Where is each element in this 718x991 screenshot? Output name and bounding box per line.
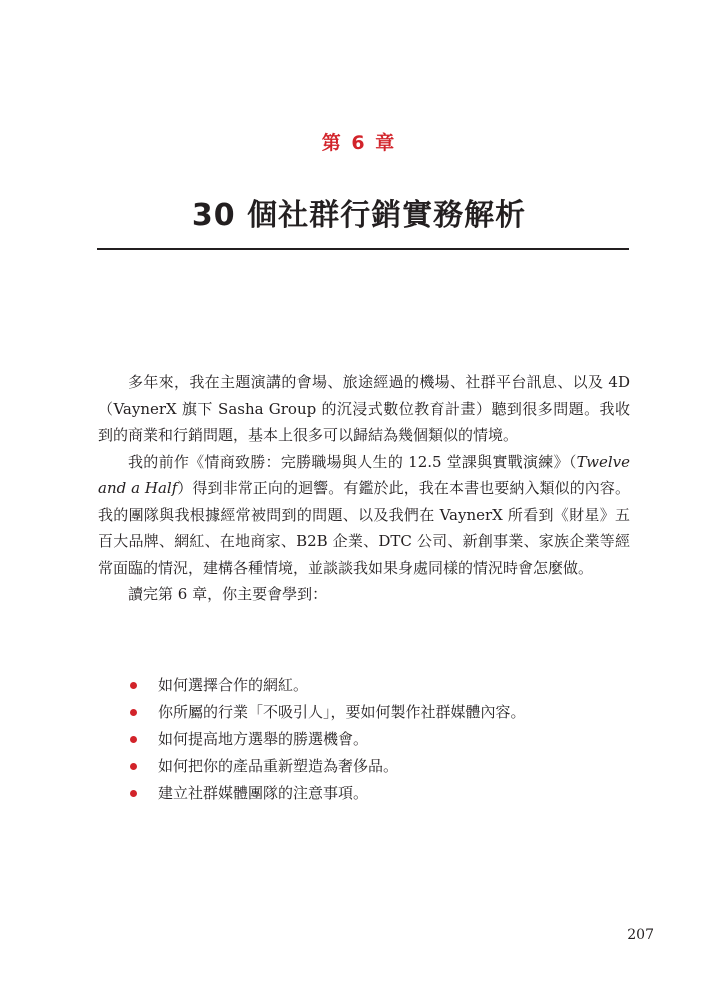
list-item: [128, 672, 628, 699]
intro-paragraph-2-text-a: 我的前作《情商致勝：完勝職場與人生的 12.5 堂課與實戰演練》（: [128, 452, 577, 471]
list-item: [128, 726, 628, 753]
list-item-text: 如何把你的產品重新塑造為奢侈品。: [158, 757, 399, 775]
list-item: [128, 699, 628, 726]
intro-paragraph-1: 多年來，我在主題演講的會場、旅途經過的機場、社群平台訊息、以及 4D（VaynerX 旗下 Sasha Group 的沉浸式數位教育計畫）聽到很多問題。我收到的商業和行銷問題，基本上很多可以歸結為幾個類似的情境。: [98, 373, 630, 444]
bullet-dot-icon: [130, 682, 137, 689]
list-item-text: 如何提高地方選舉的勝選機會。: [158, 730, 369, 748]
bullet-dot-icon: [130, 736, 137, 743]
bullet-dot-icon: [130, 709, 137, 716]
chapter-title: 30 個社群行銷實務解析: [191, 198, 527, 233]
chapter-label: 第 6 章: [321, 132, 397, 154]
list-item: [128, 753, 628, 780]
page-number: 207: [627, 927, 654, 943]
book-title-italic: Twelve and a Half: [98, 452, 630, 497]
list-item-text: 你所屬的行業「不吸引人」，要如何製作社群媒體內容。: [158, 703, 526, 721]
list-item: [128, 780, 628, 807]
intro-body: [98, 369, 630, 608]
bullet-dot-icon: [130, 763, 137, 770]
intro-paragraph-2: [98, 449, 630, 582]
title-divider: [97, 248, 629, 250]
intro-paragraph-3: 讀完第 6 章，你主要會學到：: [128, 585, 328, 603]
intro-paragraph-2-text-b: ）得到非常正向的迴響。有鑑於此，我在本書也要納入類似的內容。我的團隊與我根據經常被問到的問題、以及我們在 VaynerX 所看到《財星》五百大品牌、網紅、在地商家、B2B 企業、DTC 公司、新創事業、家族企業等經常面臨的情況，建構各種情境，並談談我如果身處同樣的情況時會怎麼做。: [98, 479, 630, 577]
list-item-text: 建立社群媒體團隊的注意事項。: [158, 784, 369, 802]
learning-points-list: [128, 672, 628, 807]
bullet-dot-icon: [130, 790, 137, 797]
list-item-text: 如何選擇合作的網紅。: [158, 676, 309, 694]
